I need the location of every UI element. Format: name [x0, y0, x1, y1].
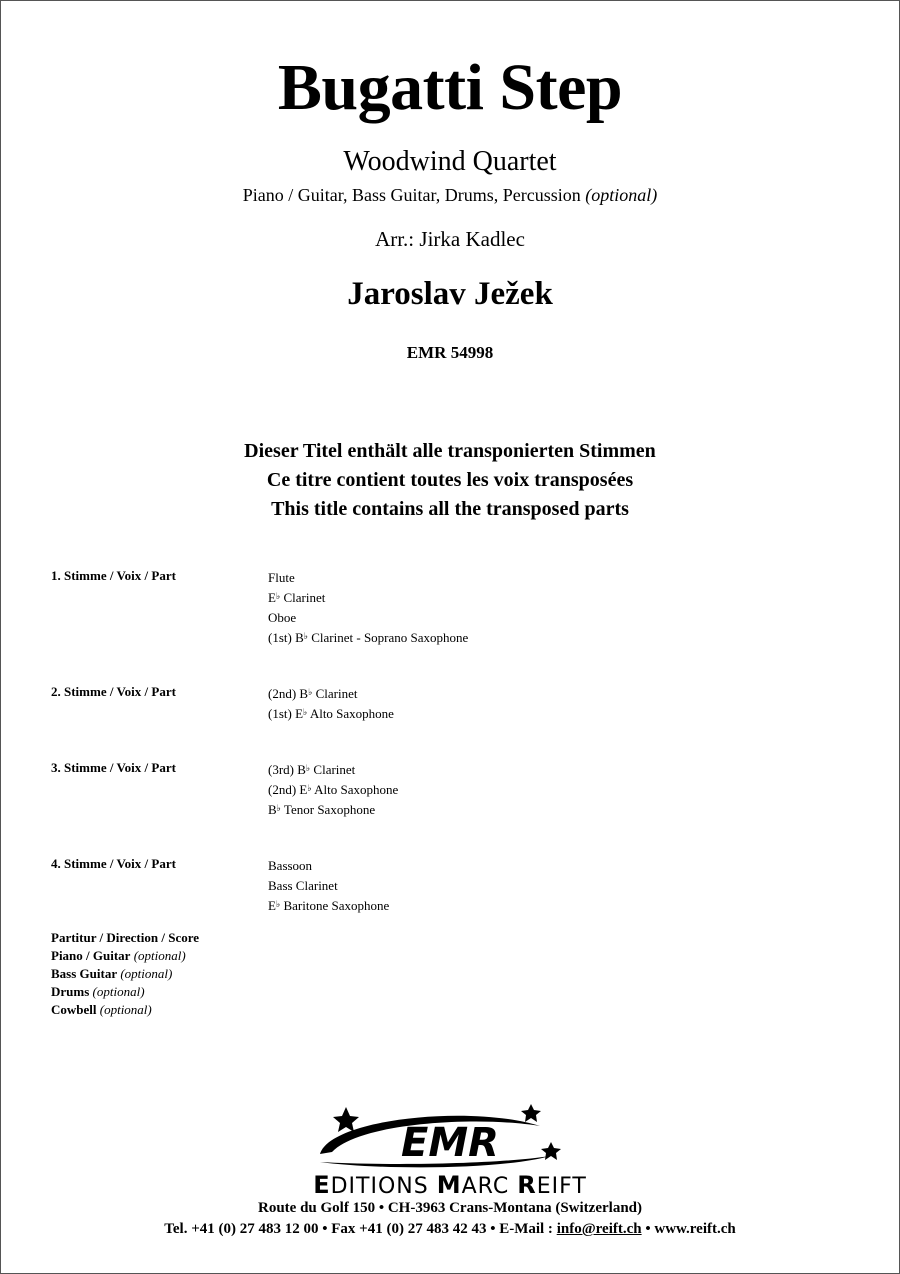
instrument-text: Flute: [268, 570, 295, 585]
publisher-contact: [0, 1220, 900, 1238]
extra-part-item: [51, 965, 199, 983]
instrument-pre: (2nd) B: [268, 686, 309, 701]
email-link[interactable]: info@reift.ch: [556, 1221, 642, 1237]
page-title: Bugatti Step: [277, 51, 623, 124]
part-label: 2. Stimme / Voix / Part: [51, 684, 176, 699]
instrument-item: [268, 607, 851, 627]
instrument-text: Alto Saxophone: [311, 782, 399, 797]
instrument-item: [268, 875, 851, 895]
notice-german: Dieser Titel enthält alle transponierten Stimmen: [244, 440, 656, 462]
instrument-flat: ♭: [303, 707, 308, 717]
instrument-item: [268, 779, 851, 799]
part-group: [51, 759, 851, 819]
part-label: 1. Stimme / Voix / Part: [51, 568, 176, 583]
parts-list: [51, 567, 851, 951]
emr-logo: [300, 1104, 600, 1176]
instrument-item: [268, 759, 851, 779]
catalog-number: EMR 54998: [406, 343, 494, 362]
instrument-flat: ♭: [275, 899, 281, 909]
publisher-part-3: EIFT: [536, 1174, 587, 1199]
contact-website[interactable]: • www.reift.ch: [641, 1221, 736, 1237]
publisher-initial-e: E: [313, 1171, 331, 1199]
instrument-text: Alto Saxophone: [307, 706, 394, 721]
instrument-item: [268, 855, 851, 875]
instrument-pre: (1st) E: [268, 706, 304, 721]
instrument-item: [268, 567, 851, 587]
logo-text: EMR: [401, 1120, 499, 1166]
extra-part-note: (optional): [99, 1002, 152, 1017]
extra-part-name: Bass Guitar: [51, 966, 118, 981]
subtitle: Woodwind Quartet: [343, 146, 557, 177]
notice-english: This title contains all the transposed parts: [271, 498, 629, 520]
extra-part-note: (optional): [133, 948, 186, 963]
instrument-flat: ♭: [276, 803, 281, 813]
arranger: Arr.: Jirka Kadlec: [375, 227, 525, 251]
publisher-initial-m: M: [436, 1171, 462, 1199]
publisher-name: [0, 1172, 900, 1200]
extra-part-name: Drums: [51, 984, 90, 999]
instrument-item: [268, 627, 851, 647]
instrument-text: Clarinet: [310, 762, 356, 777]
notice-french: Ce titre contient toutes les voix transposées: [266, 469, 634, 491]
part-group: [51, 683, 851, 723]
publisher-part-2: ARC: [461, 1174, 518, 1199]
part-instruments: [268, 683, 851, 723]
instrument-text: Clarinet - Soprano Saxophone: [308, 630, 469, 645]
instrument-text: Bass Clarinet: [268, 878, 338, 893]
contact-phone-fax: Tel. +41 (0) 27 483 12 00 • Fax +41 (0) 27 483 42 43 • E-Mail :: [164, 1221, 557, 1237]
part-group: [51, 855, 851, 915]
instrument-pre: E: [268, 898, 276, 913]
instrument-flat: ♭: [307, 783, 312, 793]
part-instruments: [268, 759, 851, 819]
part-label: 3. Stimme / Voix / Part: [51, 760, 176, 775]
extra-part-note: (optional): [92, 984, 145, 999]
extra-parts-list: [51, 929, 199, 1019]
instrument-item: [268, 587, 851, 607]
instrument-text: Clarinet: [312, 686, 358, 701]
instrument-item: [268, 703, 851, 723]
extra-part-item: [51, 1001, 199, 1019]
instrument-flat: ♭: [303, 631, 308, 641]
publisher-part-1: DITIONS: [330, 1174, 437, 1199]
instrument-item: [268, 895, 851, 915]
instrument-text: Bassoon: [268, 858, 313, 873]
part-group: [51, 567, 851, 647]
extra-part-item: [51, 929, 199, 947]
instrument-text: Baritone Saxophone: [280, 898, 390, 913]
publisher-initial-r: R: [517, 1171, 537, 1199]
instrument-text: Clarinet: [280, 590, 326, 605]
transposition-notice: [0, 437, 900, 524]
instrument-text: Tenor Saxophone: [280, 802, 376, 817]
extra-part-name: Partitur / Direction / Score: [51, 930, 200, 945]
instrument-pre: (1st) B: [268, 630, 304, 645]
publisher-address: Route du Golf 150 • CH-3963 Crans-Montana (Switzerland): [258, 1200, 642, 1216]
extra-part-name: Piano / Guitar: [51, 948, 131, 963]
instrument-pre: (2nd) E: [268, 782, 308, 797]
instrument-text: Oboe: [268, 610, 297, 625]
extra-part-item: [51, 947, 199, 965]
instrument-flat: ♭: [308, 687, 313, 697]
instrument-item: [268, 683, 851, 703]
part-label: 4. Stimme / Voix / Part: [51, 856, 176, 871]
instrument-item: [268, 799, 851, 819]
instrumentation-line: [0, 184, 900, 206]
instrumentation-main: Piano / Guitar, Bass Guitar, Drums, Percussion: [242, 185, 581, 205]
part-instruments: [268, 567, 851, 647]
extra-part-name: Cowbell: [51, 1002, 97, 1017]
instrument-flat: ♭: [275, 591, 281, 601]
extra-part-note: (optional): [120, 966, 173, 981]
instrument-flat: ♭: [305, 763, 311, 773]
instrument-pre: B: [268, 802, 277, 817]
extra-part-item: [51, 983, 199, 1001]
instrumentation-optional: (optional): [585, 185, 658, 205]
part-instruments: [268, 855, 851, 915]
composer: Jaroslav Ježek: [347, 276, 553, 312]
instrument-pre: (3rd) B: [268, 762, 306, 777]
instrument-pre: E: [268, 590, 276, 605]
